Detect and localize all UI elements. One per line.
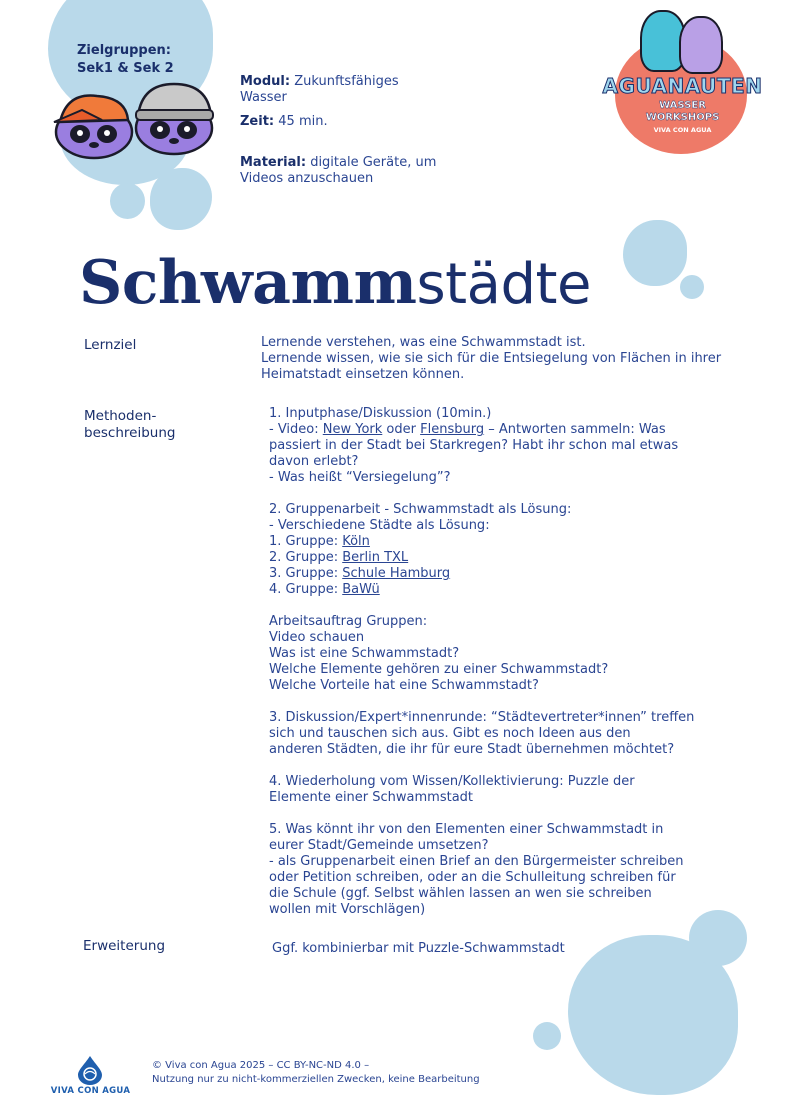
phase1-title: 1. Inputphase/Diskussion (10min.)	[269, 406, 492, 421]
phase5-line: oder Petition schreiben, oder an die Schulleitung schreiben für	[269, 870, 676, 885]
phase4-line: Elemente einer Schwammstadt	[269, 790, 474, 805]
task-line: Was ist eine Schwammstadt?	[269, 646, 460, 661]
phase1-or: oder	[382, 422, 421, 437]
lernziel-line: Lernende verstehen, was eine Schwammstadt ist.	[261, 335, 586, 350]
group-prefix: 1. Gruppe:	[269, 534, 343, 549]
lernziel-line: Lernende wissen, wie sie sich für die Entsiegelung von Flächen in ihrer	[261, 351, 722, 366]
blob-small-1	[110, 183, 145, 219]
blob-bottom-right-upper	[689, 910, 747, 966]
group-prefix: 4. Gruppe:	[269, 582, 343, 597]
module-value: Zukunftsfähiges Wasser	[240, 74, 399, 105]
time-value: 45 min.	[278, 114, 328, 129]
erweiterung-label: Erweiterung	[83, 938, 166, 954]
logo-subtitle-2: WORKSHOPS	[645, 112, 720, 123]
lernziel-label: Lernziel	[84, 337, 137, 353]
blob-bottom-small	[533, 1022, 561, 1050]
group-line	[269, 582, 739, 598]
logo-subtitle-1: WASSER	[659, 100, 706, 111]
phase5-line: - als Gruppenarbeit einen Brief an den Bürgermeister schreiben	[269, 854, 684, 869]
task-line: Welche Elemente gehören zu einer Schwammstadt?	[269, 662, 609, 677]
title-bold: Schwamm	[79, 248, 417, 318]
logo-org: VIVA CON AGUA	[653, 126, 712, 134]
task-line: Welche Vorteile hat eine Schwammstadt?	[269, 678, 539, 693]
logo-mascot-right	[679, 16, 723, 74]
phase1-video-line	[269, 422, 739, 438]
methoden-label	[84, 408, 175, 442]
link-schule-hamburg[interactable]: Schule Hamburg	[342, 566, 451, 581]
aguanauten-logo	[595, 8, 770, 158]
methoden-label-line2: beschreibung	[84, 425, 176, 441]
target-group-label: Zielgruppen:	[77, 43, 172, 58]
group-line	[269, 550, 739, 566]
phase3-line: 3. Diskussion/Expert*innenrunde: “Städtevertreter*innen” treffen	[269, 710, 695, 725]
viva-con-agua-logo	[48, 1055, 133, 1100]
task-line: Arbeitsauftrag Gruppen:	[269, 614, 428, 629]
material-label: Material:	[240, 155, 307, 170]
methoden-text	[269, 406, 739, 918]
phase2-line: 2. Gruppenarbeit - Schwammstadt als Lösung:	[269, 502, 572, 517]
material-value: digitale Geräte, um Videos anzuschauen	[240, 155, 437, 186]
page-title	[79, 243, 591, 325]
phase2-line: - Verschiedene Städte als Lösung:	[269, 518, 490, 533]
logo-title: AGUANAUTEN	[602, 74, 763, 98]
group-prefix: 2. Gruppe:	[269, 550, 343, 565]
footer-text	[152, 1059, 480, 1087]
lernziel-line: Heimatstadt einsetzen können.	[261, 367, 465, 382]
group-line	[269, 534, 739, 550]
footer-logo-text: VIVA CON AGUA	[50, 1086, 131, 1096]
erweiterung-text: Ggf. kombinierbar mit Puzzle-Schwammstadt	[272, 941, 565, 956]
title-light: städte	[416, 252, 591, 317]
material-info	[240, 155, 440, 187]
group-prefix: 3. Gruppe:	[269, 566, 343, 581]
blob-right-mid	[623, 220, 687, 286]
mascot-orange-cap	[52, 90, 137, 160]
blob-small-2	[150, 168, 212, 230]
phase1-video-prefix: - Video:	[269, 422, 323, 437]
link-flensburg[interactable]: Flensburg	[420, 422, 485, 437]
phase1-line: passiert in der Stadt bei Starkregen? Habt ihr schon mal etwas	[269, 438, 679, 453]
mascot-gray-beanie	[132, 82, 217, 157]
module-label: Modul:	[240, 74, 291, 89]
phase4-line: 4. Wiederholung vom Wissen/Kollektivierung: Puzzle der	[269, 774, 635, 789]
phase1-video-suffix: – Antworten sammeln: Was	[484, 422, 666, 437]
phase3-line: sich und tauschen sich aus. Gibt es noch Ideen aus den	[269, 726, 631, 741]
link-koeln[interactable]: Köln	[342, 534, 370, 549]
phase5-line: die Schule (ggf. Selbst wählen lassen an wen sie schreiben	[269, 886, 652, 901]
phase1-line: davon erlebt?	[269, 454, 359, 469]
task-line: Video schauen	[269, 630, 365, 645]
phase3-line: anderen Städten, die ihr für eure Stadt übernehmen möchtet?	[269, 742, 675, 757]
group-line	[269, 566, 739, 582]
methoden-label-line1: Methoden-	[84, 408, 157, 424]
water-drop-icon	[76, 1055, 104, 1085]
time-info	[240, 114, 328, 130]
footer-line1: © Viva con Agua 2025 – CC BY-NC-ND 4.0 –	[152, 1060, 370, 1071]
link-bawue[interactable]: BaWü	[342, 582, 380, 597]
footer-line2: Nutzung nur zu nicht-kommerziellen Zwecken, keine Bearbeitung	[152, 1074, 480, 1085]
link-berlin-txl[interactable]: Berlin TXL	[342, 550, 409, 565]
phase5-line: eurer Stadt/Gemeinde umsetzen?	[269, 838, 489, 853]
blob-right-mid-small	[680, 275, 704, 299]
target-group-value: Sek1 & Sek 2	[77, 61, 174, 72]
lernziel-text	[261, 335, 731, 383]
link-new-york[interactable]: New York	[322, 422, 383, 437]
phase1-line: - Was heißt “Versiegelung”?	[269, 470, 451, 485]
time-label: Zeit:	[240, 114, 275, 129]
phase5-line: wollen mit Vorschlägen)	[269, 902, 426, 917]
module-info	[240, 74, 415, 106]
phase5-line: 5. Was könnt ihr von den Elementen einer Schwammstadt in	[269, 822, 664, 837]
